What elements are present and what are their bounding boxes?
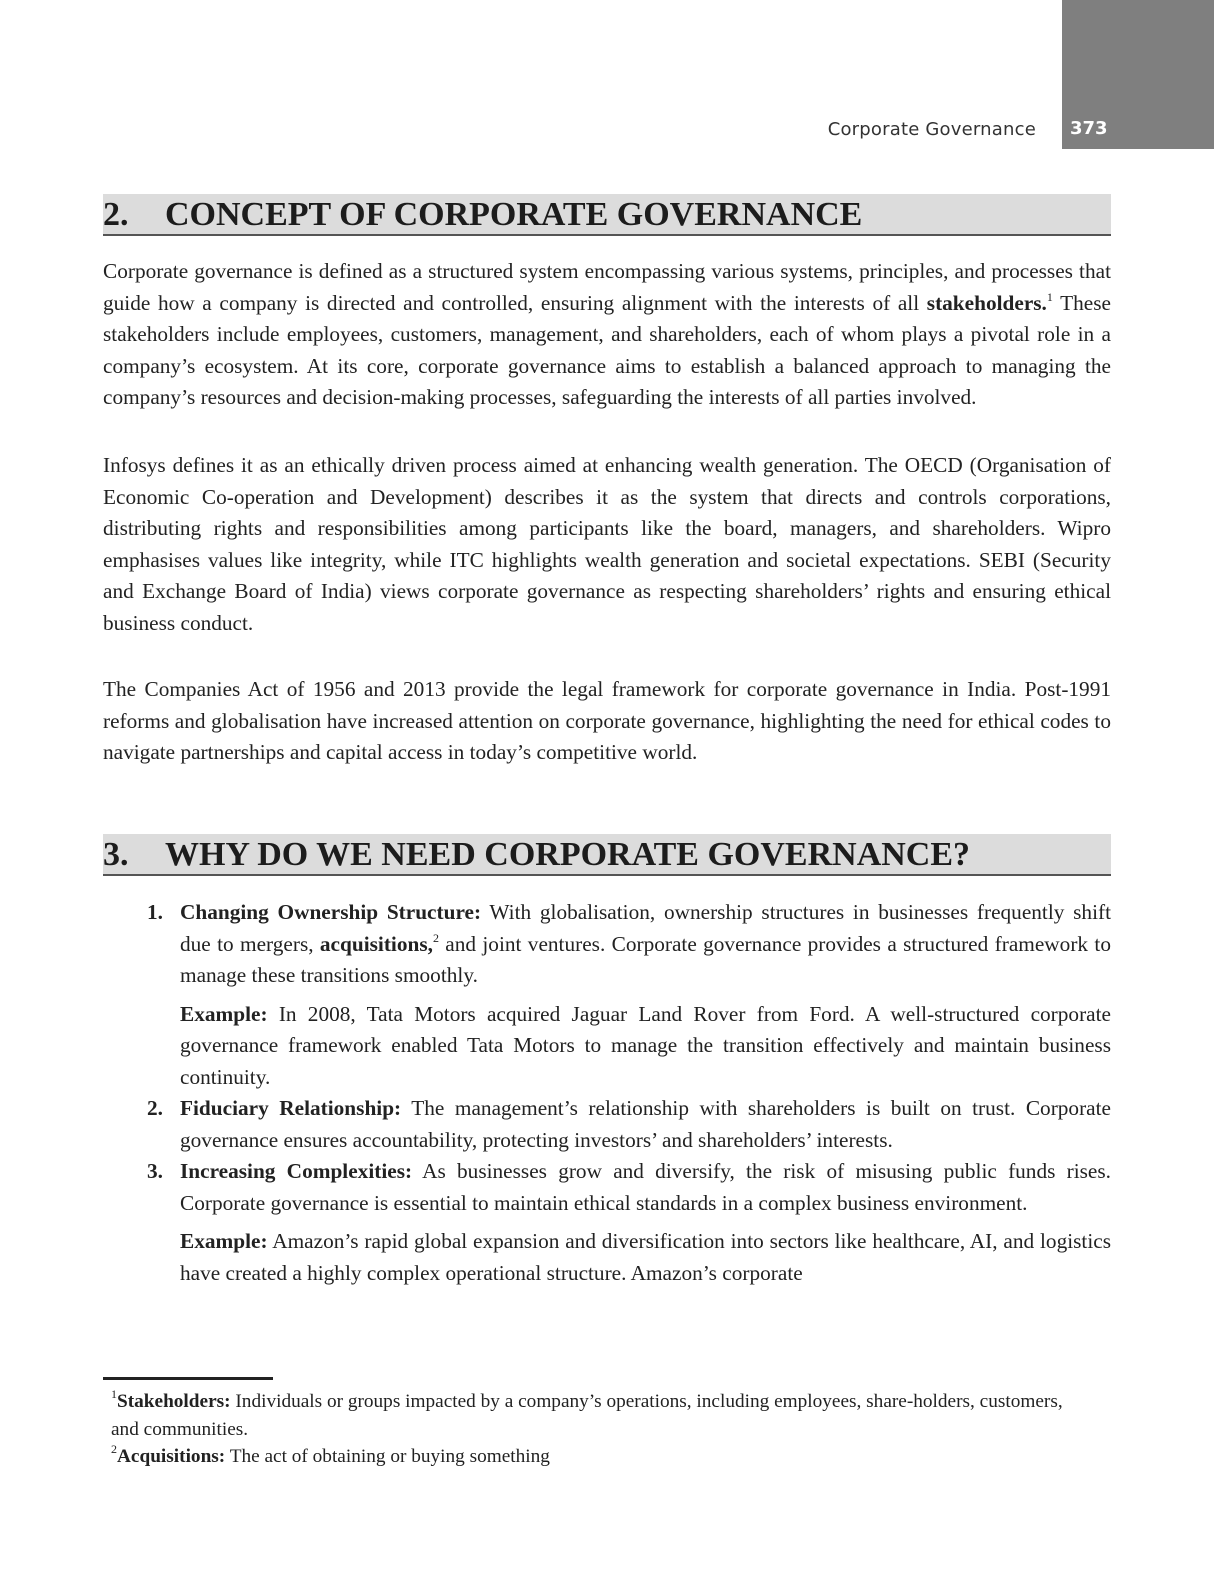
section-2-paragraph-1 xyxy=(103,256,1111,414)
section-3-heading xyxy=(103,834,1111,876)
section-3-number: 3. xyxy=(103,836,129,873)
item-body: The management’s relationship with shareholders is built on trust. Corporate governance ensures accountability, protecting investors’ and shareholders’ interests. xyxy=(180,1096,1111,1152)
item-text xyxy=(180,897,1111,992)
footnote-divider xyxy=(103,1377,273,1380)
list-item xyxy=(103,897,1111,1093)
section-2-paragraph-3: The Companies Act of 1956 and 2013 provide the legal framework for corporate governance in India. Post-1991 reforms and globalisation have increased attention on corporate governance, highlighting the need for ethical codes to navigate partnerships and capital access in today’s competitive world. xyxy=(103,677,1111,764)
item-term: Changing Ownership Structure: xyxy=(180,900,482,924)
footnote-number: 2 xyxy=(111,1442,117,1456)
footnote-2 xyxy=(103,1443,1078,1471)
footnote-text: Individuals or groups impacted by a company’s operations, including employees, share-holders, customers, and communities. xyxy=(111,1391,1063,1440)
acquisitions-term: acquisitions, xyxy=(319,931,433,956)
item-text xyxy=(180,1093,1111,1156)
example-text: In 2008, Tata Motors acquired Jaguar Land Rover from Ford. A well-structured corporate governance framework enabled Tata Motors to manage the transition effectively and maintain business continuity. xyxy=(180,1001,1111,1089)
page-number: 373 xyxy=(1070,118,1108,139)
footnotes xyxy=(103,1388,1078,1471)
item-example xyxy=(180,999,1111,1094)
item-body: As businesses grow and diversify, the risk of misusing public funds rises. Corporate governance is essential to maintain ethical standards in a complex business environment. xyxy=(180,1159,1111,1215)
item-text xyxy=(180,1156,1111,1219)
footnote-text: The act of obtaining or buying something xyxy=(225,1446,550,1467)
section-2-number: 2. xyxy=(103,196,129,233)
paragraph-text: These stakeholders include employees, customers, management, and shareholders, each of whom plays a pivotal role in a company’s ecosystem. At its core, corporate governance aims to establish a balanced approach to managing the company’s resources and decision-making processes, safeguarding the interests of all parties involved. xyxy=(103,290,1112,409)
section-2-paragraph-2: Infosys defines it as an ethically driven process aimed at enhancing wealth generation. The OECD (Organisation of Economic Co-operation and Development) describes it as the system that directs and controls corporations, distributing rights and responsibilities among participants like the board, managers, and shareholders. Wipro emphasises values like integrity, while ITC highlights wealth generation and societal expectations. SEBI (Security and Exchange Board of India) views corporate governance as respecting shareholders’ rights and ensuring ethical business conduct. xyxy=(103,453,1111,635)
running-title: Corporate Governance xyxy=(827,119,1036,140)
stakeholders-term: stakeholders. xyxy=(926,290,1047,315)
needs-list xyxy=(103,897,1111,1289)
footnote-1 xyxy=(103,1388,1078,1443)
list-marker: 1. xyxy=(147,900,163,924)
example-label: Example: xyxy=(180,1001,268,1026)
list-item xyxy=(103,1156,1111,1289)
example-label: Example: xyxy=(180,1229,268,1253)
paragraph-text: Corporate governance is defined as a structured system encompassing various systems, principles, and processes that guide how a company is directed and controlled, ensuring alignment with the interests of all xyxy=(103,259,1111,315)
example-text: Amazon’s rapid global expansion and diversification into sectors like healthcare, AI, and logistics have created a highly complex operational structure. Amazon’s corporate xyxy=(180,1229,1111,1285)
footnote-number: 1 xyxy=(111,1387,117,1401)
footnote-ref-2: 2 xyxy=(432,930,439,945)
item-example xyxy=(180,1226,1111,1289)
section-2-heading xyxy=(103,194,1111,236)
list-marker: 3. xyxy=(147,1159,163,1183)
item-term: Increasing Complexities: xyxy=(180,1159,413,1183)
section-2-title: CONCEPT OF CORPORATE GOVERNANCE xyxy=(165,196,863,233)
section-3-title: WHY DO WE NEED CORPORATE GOVERNANCE? xyxy=(165,836,971,873)
list-marker: 2. xyxy=(147,1096,163,1120)
item-body: With globalisation, ownership structures in businesses frequently shift due to mergers, xyxy=(180,900,1111,956)
item-body: and joint ventures. Corporate governance provides a structured framework to manage these transitions smoothly. xyxy=(180,931,1111,987)
footnote-ref-1: 1 xyxy=(1046,289,1053,304)
item-term: Fiduciary Relationship: xyxy=(180,1096,402,1120)
list-item xyxy=(103,1093,1111,1156)
footnote-term: Acquisitions: xyxy=(117,1446,226,1467)
footnote-term: Stakeholders: xyxy=(117,1391,231,1412)
